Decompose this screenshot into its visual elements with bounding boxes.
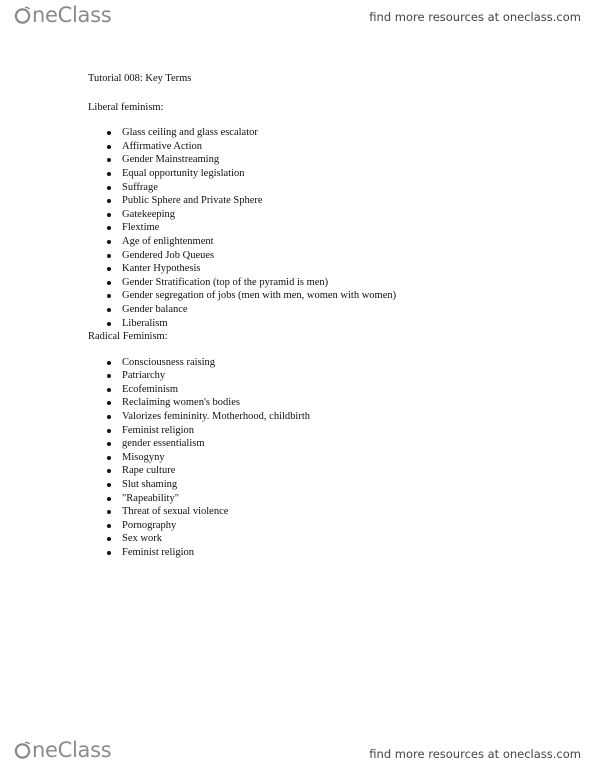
logo-text: neClass	[32, 738, 112, 762]
list-item: Age of enlightenment	[88, 235, 548, 249]
oneclass-logo-bottom	[14, 740, 111, 761]
list-item: Misogyny	[88, 451, 548, 465]
oneclass-o-icon	[14, 6, 31, 25]
list-item: Gender Stratification (top of the pyramid is men)	[88, 276, 548, 290]
list-item: Gender Mainstreaming	[88, 153, 548, 167]
tagline-bottom[interactable]: find more resources at oneclass.com	[369, 747, 581, 761]
list-item: Equal opportunity legislation	[88, 167, 548, 181]
list-item: Gender segregation of jobs (men with men, women with women)	[88, 289, 548, 303]
list-item: Feminist religion	[88, 424, 548, 438]
liberal-feminism-list	[88, 126, 548, 330]
list-item: Rape culture	[88, 464, 548, 478]
list-item: Threat of sexual violence	[88, 505, 548, 519]
list-item: Liberalism	[88, 317, 548, 331]
list-item: Sex work	[88, 532, 548, 546]
list-item: Gender balance	[88, 303, 548, 317]
list-item: "Rapeability"	[88, 492, 548, 506]
list-item: Slut shaming	[88, 478, 548, 492]
list-item: Affirmative Action	[88, 140, 548, 154]
radical-feminism-list	[88, 356, 548, 560]
list-item: Gendered Job Queues	[88, 249, 548, 263]
section-heading-liberal: Liberal feminism:	[88, 101, 164, 113]
tagline-top[interactable]: find more resources at oneclass.com	[369, 10, 581, 24]
list-item: Public Sphere and Private Sphere	[88, 194, 548, 208]
oneclass-logo-top	[14, 5, 111, 26]
list-item: Suffrage	[88, 181, 548, 195]
list-item: Pornography	[88, 519, 548, 533]
list-item: Kanter Hypothesis	[88, 262, 548, 276]
list-item: gender essentialism	[88, 437, 548, 451]
section-heading-radical: Radical Feminism:	[88, 331, 168, 343]
list-item: Ecofeminism	[88, 383, 548, 397]
oneclass-o-icon	[14, 741, 31, 760]
list-item: Feminist religion	[88, 546, 548, 560]
list-item: Glass ceiling and glass escalator	[88, 126, 548, 140]
document-body	[88, 72, 548, 560]
list-item: Flextime	[88, 221, 548, 235]
list-item: Patriarchy	[88, 369, 548, 383]
list-item: Reclaiming women's bodies	[88, 396, 548, 410]
list-item: Consciousness raising	[88, 356, 548, 370]
document-title: Tutorial 008: Key Terms	[88, 73, 192, 84]
list-item: Valorizes femininity. Motherhood, childbirth	[88, 410, 548, 424]
list-item: Gatekeeping	[88, 208, 548, 222]
logo-text: neClass	[32, 3, 112, 27]
